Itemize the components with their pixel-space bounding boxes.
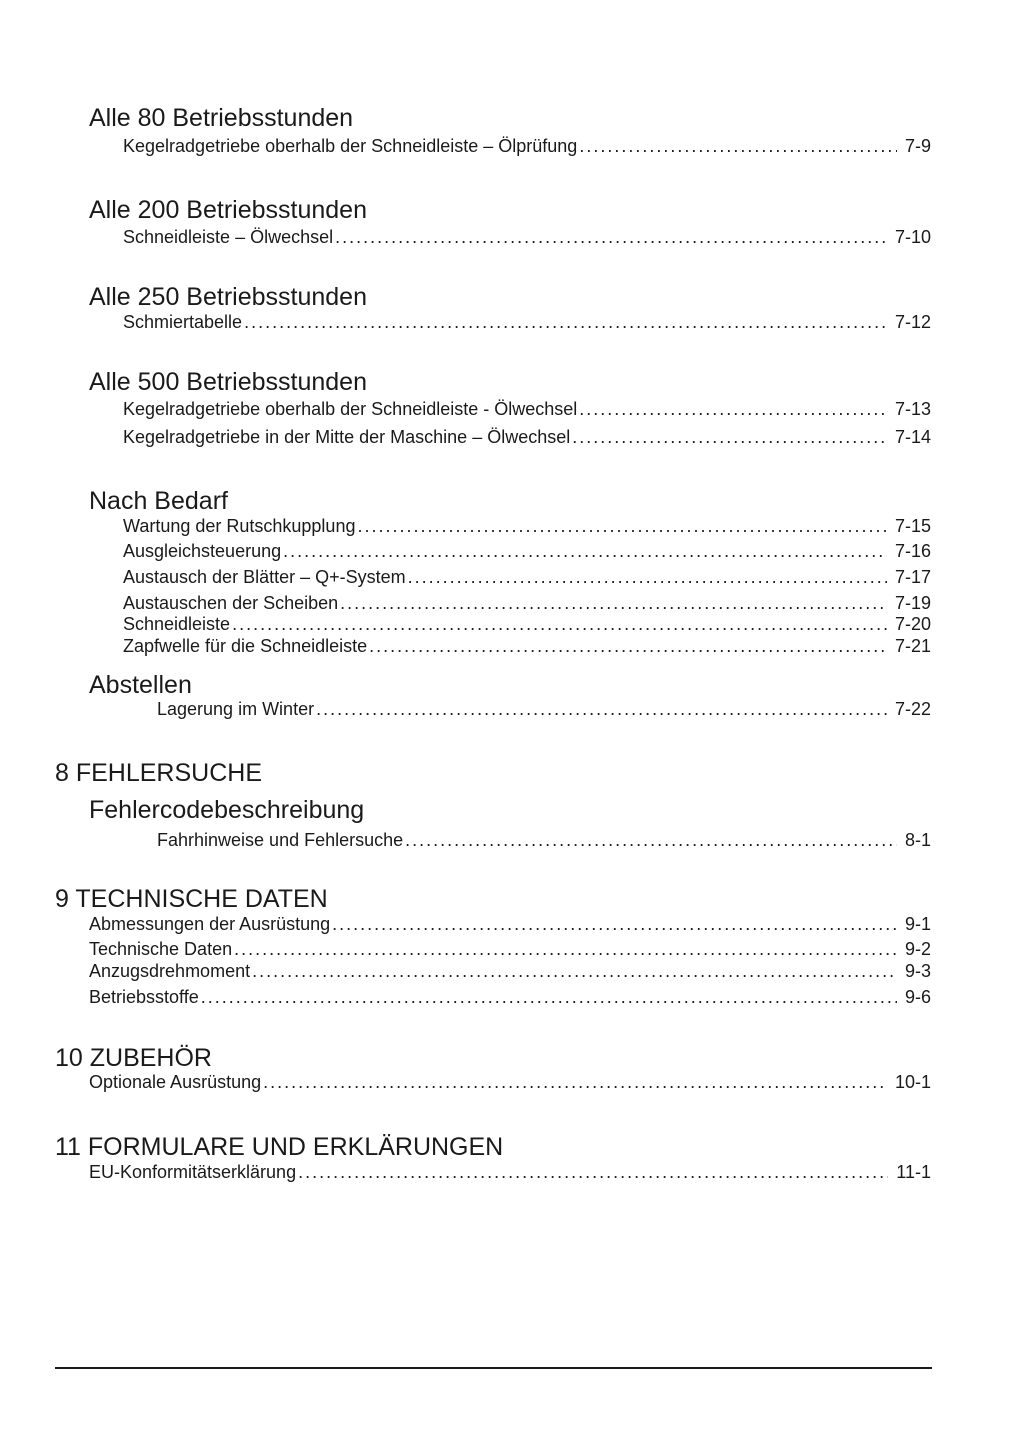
toc-entry[interactable] — [89, 914, 931, 935]
footer-rule — [55, 1367, 932, 1369]
toc-entry[interactable] — [123, 593, 931, 614]
toc-entry-page: 7-16 — [894, 541, 931, 561]
toc-leader-dots — [340, 593, 887, 614]
toc-entry-page: 10-1 — [894, 1072, 931, 1092]
toc-entry-label: Schneidleiste – Ölwechsel — [123, 227, 334, 247]
toc-entry[interactable] — [123, 636, 931, 657]
toc-entry-label: Betriebsstoffe — [89, 987, 199, 1007]
toc-entry[interactable] — [123, 136, 931, 157]
toc-entry-page: 9-1 — [904, 914, 931, 934]
chapter-heading: 10 ZUBEHÖR — [55, 1044, 212, 1072]
toc-entry-page: 7-19 — [894, 593, 931, 613]
chapter-heading: 8 FEHLERSUCHE — [55, 759, 262, 787]
toc-entry-page: 7-13 — [894, 399, 931, 419]
toc-entry[interactable] — [89, 939, 931, 960]
toc-entry-page: 7-10 — [894, 227, 931, 247]
toc-leader-dots — [252, 961, 897, 982]
toc-entry-label: Wartung der Rutschkupplung — [123, 516, 356, 536]
section-heading: Abstellen — [89, 671, 192, 699]
toc-entry[interactable] — [89, 987, 931, 1008]
toc-leader-dots — [263, 1072, 887, 1093]
toc-leader-dots — [357, 516, 887, 537]
toc-entry[interactable] — [123, 614, 931, 635]
chapter-heading: 11 FORMULARE UND ERKLÄRUNGEN — [55, 1133, 504, 1161]
toc-leader-dots — [572, 427, 887, 448]
toc-entry-page: 7-17 — [894, 567, 931, 587]
toc-entry[interactable] — [123, 427, 931, 448]
toc-leader-dots — [316, 699, 887, 720]
toc-entry-page: 7-22 — [894, 699, 931, 719]
toc-leader-dots — [579, 399, 887, 420]
toc-entry[interactable] — [89, 961, 931, 982]
toc-entry[interactable] — [89, 1072, 931, 1093]
toc-entry-label: Fahrhinweise und Fehlersuche — [157, 830, 404, 850]
toc-leader-dots — [579, 136, 897, 157]
toc-entry-label: Technische Daten — [89, 939, 233, 959]
toc-entry-label: Austausch der Blätter – Q+-System — [123, 567, 406, 587]
toc-entry[interactable] — [123, 516, 931, 537]
toc-entry-page: 7-15 — [894, 516, 931, 536]
toc-entry-label: Schneidleiste — [123, 614, 231, 634]
toc-entry-label: Ausgleichsteuerung — [123, 541, 282, 561]
toc-entry-label: Kegelradgetriebe oberhalb der Schneidleiste - Ölwechsel — [123, 399, 578, 419]
toc-entry-label: Optionale Ausrüstung — [89, 1072, 262, 1092]
section-heading: Alle 500 Betriebsstunden — [89, 368, 367, 396]
toc-entry-page: 7-20 — [894, 614, 931, 634]
toc-entry-page: 7-14 — [894, 427, 931, 447]
section-heading: Alle 250 Betriebsstunden — [89, 283, 367, 311]
toc-leader-dots — [408, 567, 887, 588]
toc-entry-page: 9-2 — [904, 939, 931, 959]
toc-entry-page: 7-9 — [904, 136, 931, 156]
toc-entry-page: 7-21 — [894, 636, 931, 656]
toc-entry-page: 9-3 — [904, 961, 931, 981]
section-heading: Nach Bedarf — [89, 487, 228, 515]
toc-entry-label: Kegelradgetriebe in der Mitte der Maschine – Ölwechsel — [123, 427, 571, 447]
toc-leader-dots — [232, 614, 887, 635]
toc-entry-label: Anzugsdrehmoment — [89, 961, 251, 981]
toc-entry-page: 7-12 — [894, 312, 931, 332]
toc-entry[interactable] — [123, 541, 931, 562]
toc-leader-dots — [298, 1162, 888, 1183]
toc-entry-label: Schmiertabelle — [123, 312, 243, 332]
toc-leader-dots — [369, 636, 887, 657]
toc-entry[interactable] — [89, 1162, 931, 1183]
toc-entry[interactable] — [157, 830, 931, 851]
toc-entry-label: EU-Konformitätserklärung — [89, 1162, 297, 1182]
toc-entry-label: Abmessungen der Ausrüstung — [89, 914, 331, 934]
chapter-heading: 9 TECHNISCHE DATEN — [55, 885, 328, 913]
toc-entry[interactable] — [123, 399, 931, 420]
toc-entry-label: Lagerung im Winter — [157, 699, 315, 719]
toc-entry[interactable] — [157, 699, 931, 720]
toc-leader-dots — [332, 914, 897, 935]
toc-entry-label: Kegelradgetriebe oberhalb der Schneidleiste – Ölprüfung — [123, 136, 578, 156]
section-heading: Alle 200 Betriebsstunden — [89, 196, 367, 224]
toc-leader-dots — [335, 227, 887, 248]
section-heading: Fehlercodebeschreibung — [89, 796, 365, 824]
toc-entry-page: 8-1 — [904, 830, 931, 850]
toc-entry[interactable] — [123, 567, 931, 588]
section-heading: Alle 80 Betriebsstunden — [89, 104, 354, 132]
toc-entry-page: 9-6 — [904, 987, 931, 1007]
toc-entry-page: 11-1 — [896, 1162, 931, 1182]
toc-entry-label: Austauschen der Scheiben — [123, 593, 339, 613]
toc-leader-dots — [234, 939, 897, 960]
toc-leader-dots — [201, 987, 897, 1008]
toc-entry-label: Zapfwelle für die Schneidleiste — [123, 636, 368, 656]
toc-leader-dots — [283, 541, 887, 562]
toc-leader-dots — [405, 830, 897, 851]
toc-leader-dots — [244, 312, 887, 333]
toc-entry[interactable] — [123, 312, 931, 333]
toc-entry[interactable] — [123, 227, 931, 248]
